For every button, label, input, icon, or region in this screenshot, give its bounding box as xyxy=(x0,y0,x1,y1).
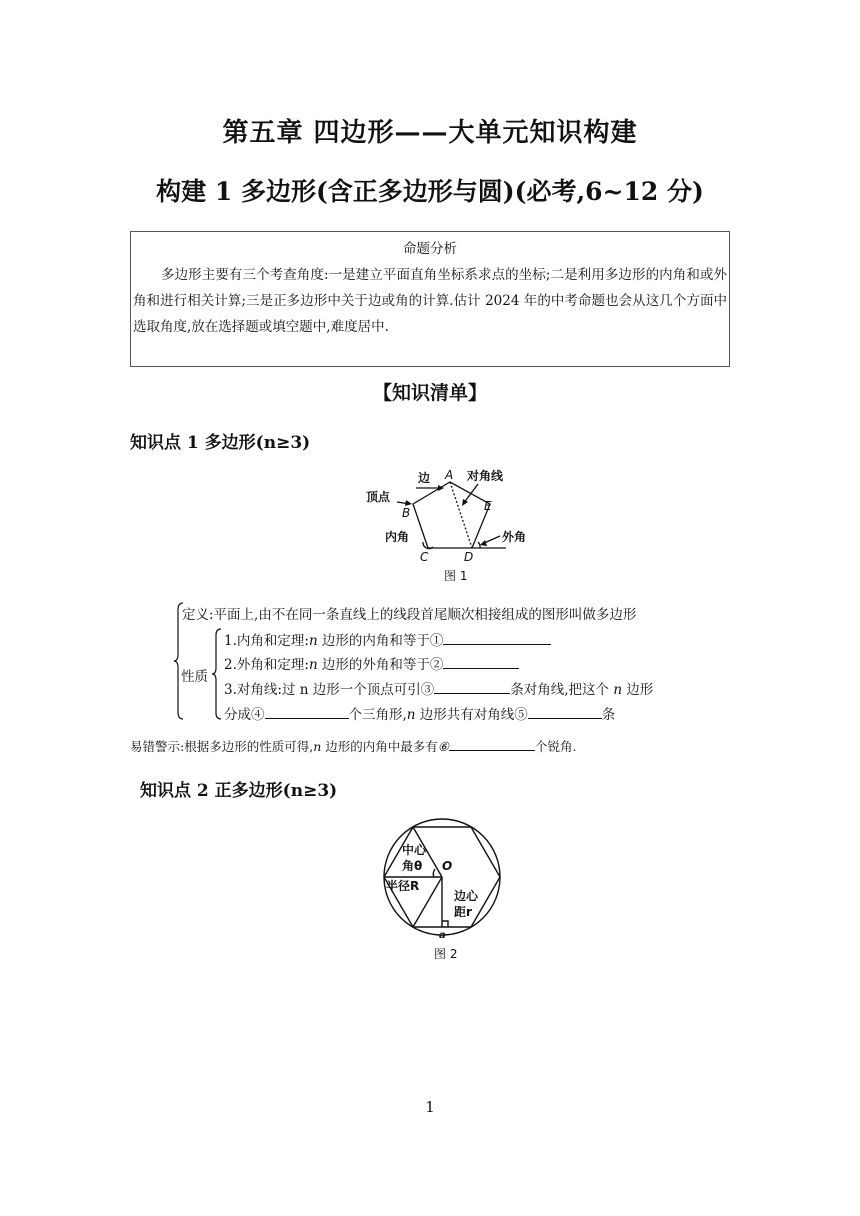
figure-2-caption: 图 2 xyxy=(434,947,458,961)
label-c: C xyxy=(420,550,429,564)
property-3-continued xyxy=(224,703,615,723)
page-number: 1 xyxy=(425,1098,435,1116)
blank-5[interactable] xyxy=(528,704,602,719)
property-3 xyxy=(224,678,653,698)
analysis-body: 多边形主要有三个考查角度:一是建立平面直角坐标系求点的坐标;二是利用多边形的内角和或外角和进行相关计算;三是正多边形中关于边或角的计算.估计 2024 年的中考命题也会从这几个方面中选取角度,放在选择题或填空题中,难度居中. xyxy=(133,267,727,335)
blank-2[interactable] xyxy=(443,654,519,669)
label-o: O xyxy=(442,859,453,873)
property-2-text: 边形的外角和等于② xyxy=(317,657,444,673)
property-2-prefix: 2.外角和定理: xyxy=(224,657,309,673)
property-4-part1: 分成④ xyxy=(224,707,265,723)
analysis-heading: 命题分析 xyxy=(403,241,457,257)
figure-1-pentagon xyxy=(360,462,530,586)
property-4-part4: 条 xyxy=(601,707,616,723)
label-a-side: a xyxy=(439,930,446,941)
property-4-part2: 个三角形, xyxy=(348,707,407,723)
label-d: D xyxy=(464,550,474,564)
exterior-angle-arc xyxy=(478,542,480,548)
arrow-head xyxy=(480,540,487,546)
property-3-n: n xyxy=(613,682,623,698)
property-1-n: n xyxy=(308,633,318,649)
knowledge-list-header: 【知识清单】 xyxy=(372,382,487,404)
figure-1-caption: 图 1 xyxy=(444,569,468,583)
label-e: E xyxy=(484,499,492,513)
section-title: 构建 1 多边形(含正多边形与圆)(必考,6~12 分) xyxy=(156,177,704,206)
label-interior-angle: 内角 xyxy=(385,530,410,544)
property-2 xyxy=(224,653,519,673)
property-3-part2: 条对角线,把这个 xyxy=(510,682,614,698)
property-2-n: n xyxy=(308,657,318,673)
property-1 xyxy=(224,629,551,649)
blank-3[interactable] xyxy=(434,679,510,694)
property-1-text: 边形的内角和等于① xyxy=(317,633,444,649)
center-angle-arc xyxy=(433,869,435,877)
label-apothem-1: 边心 xyxy=(454,889,479,903)
warning-part1: 易错警示:根据多边形的性质可得, xyxy=(130,739,314,754)
warning-n: n xyxy=(313,739,322,754)
label-side: 边 xyxy=(418,471,431,485)
label-vertex: 顶点 xyxy=(366,490,391,504)
knowledge-point-2-heading: 知识点 2 正多边形(n≥3) xyxy=(140,781,338,801)
label-radius: 半径R xyxy=(386,879,420,893)
warning-number: ⑥ xyxy=(437,739,449,754)
right-angle-mark xyxy=(442,921,448,927)
blank-1[interactable] xyxy=(443,630,551,645)
chapter-title: 第五章 四边形——大单元知识构建 xyxy=(222,118,638,148)
arrow-head xyxy=(462,499,468,506)
property-3-part1: 3.对角线:过 n 边形一个顶点可引③ xyxy=(224,682,435,698)
inner-brace xyxy=(212,628,222,720)
analysis-box xyxy=(130,231,730,367)
label-apothem-2: 距r xyxy=(454,905,472,919)
pentagon-outline xyxy=(413,482,490,548)
label-b: B xyxy=(402,506,411,520)
label-center-angle-1: 中心 xyxy=(402,843,427,857)
blank-6[interactable] xyxy=(449,736,535,751)
knowledge-point-1-heading: 知识点 1 多边形(n≥3) xyxy=(130,433,311,453)
property-4-n: n xyxy=(406,707,416,723)
property-1-prefix: 1.内角和定理: xyxy=(224,633,309,649)
blank-4[interactable] xyxy=(265,704,349,719)
label-a: A xyxy=(445,468,454,482)
error-warning xyxy=(130,736,576,755)
property-4-part3: 边形共有对角线⑤ xyxy=(415,707,528,723)
figure-2-regular-hexagon xyxy=(376,818,508,964)
property-3-part3: 边形 xyxy=(622,682,654,698)
warning-part2: 边形的内角中最多有 xyxy=(321,739,438,754)
label-exterior-angle: 外角 xyxy=(502,530,527,544)
warning-part3: 个锐角. xyxy=(534,739,577,754)
properties-label: 性质 xyxy=(181,669,208,685)
label-center-angle-2: 角θ xyxy=(402,859,423,873)
label-diagonal: 对角线 xyxy=(467,469,504,483)
definition-text: 定义:平面上,由不在同一条直线上的线段首尾顺次相接组成的图形叫做多边形 xyxy=(182,607,637,623)
